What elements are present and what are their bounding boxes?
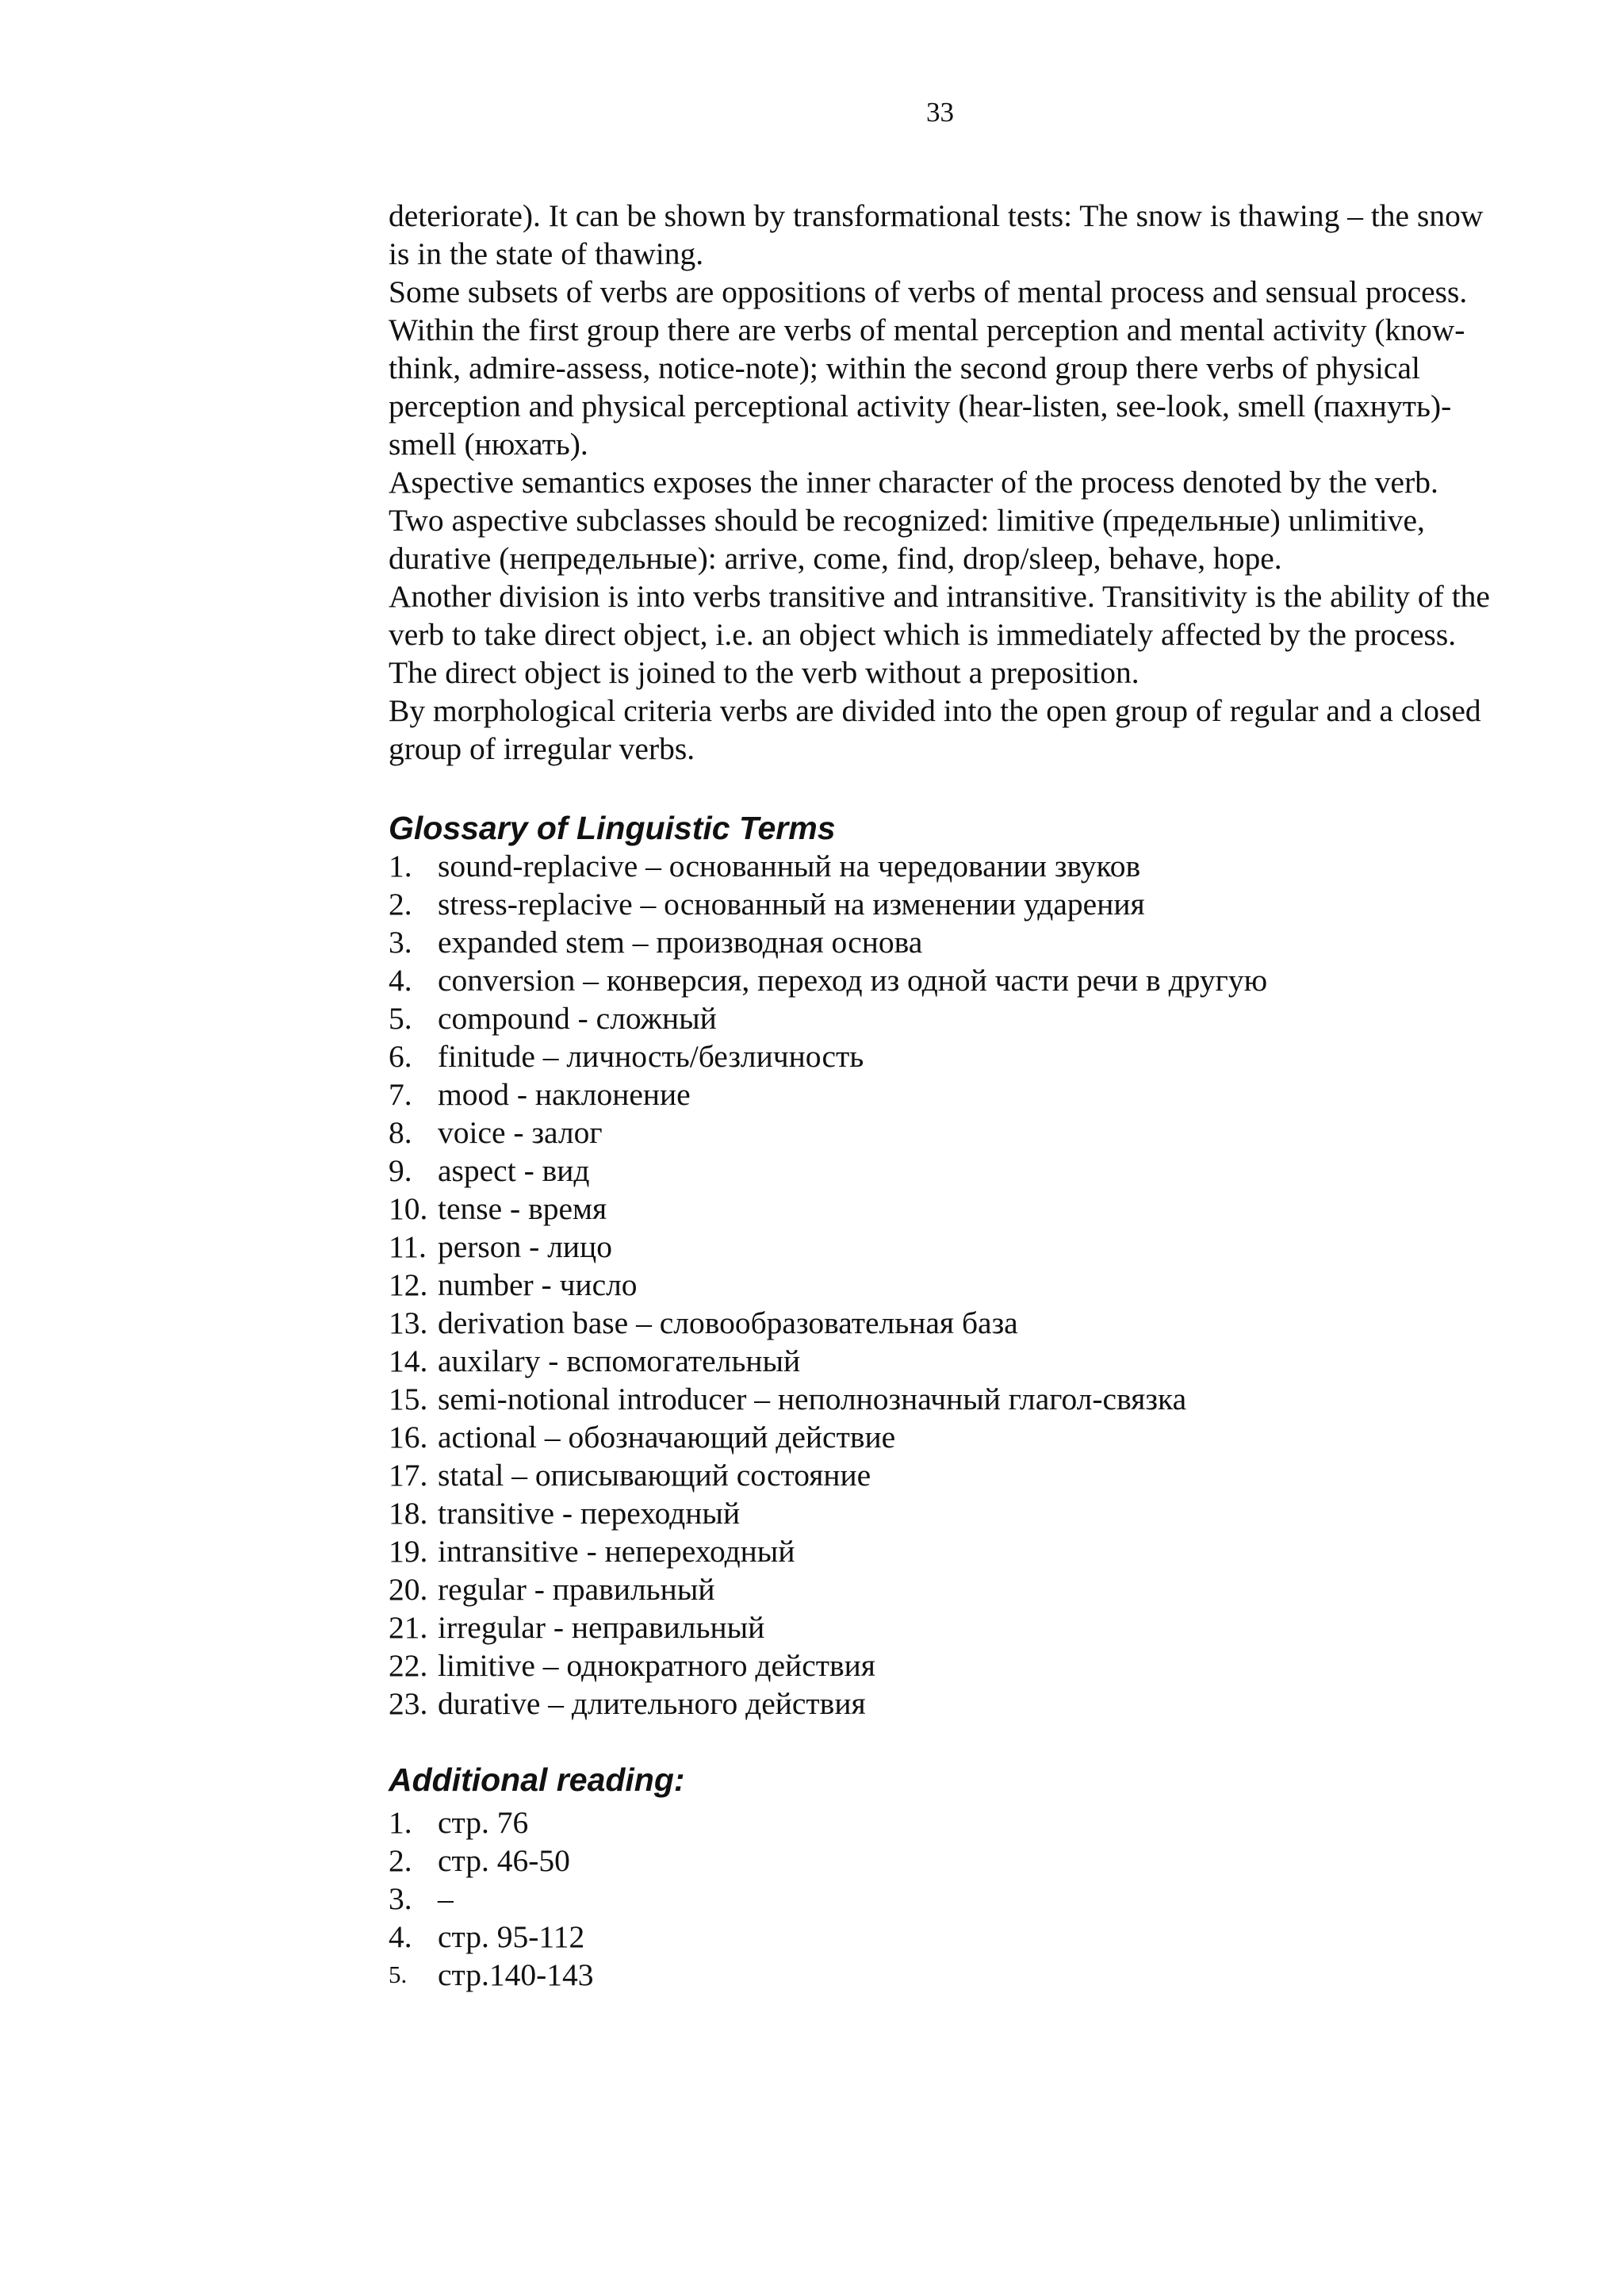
glossary-item-text: conversion – конверсия, переход из одной части речи в другую — [438, 963, 1268, 998]
paragraph: Another division is into verbs transitive and intransitive. Transitivity is the ability of the verb to take direct object, i.e. an object which is immediately affected by the process. The direct object is joined to the verb without a preposition. — [389, 579, 1490, 690]
glossary-list — [389, 847, 1499, 1723]
glossary-item-text: aspect - вид — [438, 1153, 590, 1188]
glossary-item — [389, 1152, 1499, 1190]
reading-item-text: стр.140-143 — [438, 1957, 594, 1992]
glossary-item — [389, 1494, 1499, 1532]
glossary-item-text: stress-replacive – основанный на изменении ударения — [438, 887, 1145, 922]
paragraph: Some subsets of verbs are oppositions of verbs of mental process and sensual process. Within the first group there are verbs of mental perception and mental activity (know-think, admire-assess, notice-note); within the second group there verbs of physical perception and physical perceptional activity (hear-listen, see-look, smell (пахнуть)-smell (нюхать). — [389, 274, 1468, 462]
glossary-item — [389, 1342, 1499, 1380]
glossary-item — [389, 1190, 1499, 1228]
glossary-item — [389, 1646, 1499, 1685]
glossary-item — [389, 885, 1499, 923]
glossary-item-text: statal – описывающий состояние — [438, 1458, 871, 1493]
glossary-item — [389, 1304, 1499, 1342]
glossary-item — [389, 999, 1499, 1037]
glossary-item — [389, 1228, 1499, 1266]
reading-item-text: стр. 46-50 — [438, 1843, 570, 1878]
glossary-item-number: 3. — [389, 925, 412, 960]
reading-item-number: 4. — [389, 1919, 412, 1954]
glossary-item-text: finitude – личность/безличность — [438, 1039, 864, 1074]
glossary-item-text: irregular - неправильный — [438, 1610, 765, 1645]
glossary-item-number: 6. — [389, 1039, 412, 1074]
glossary-item-text: auxilary - вспомогательный — [438, 1343, 801, 1378]
glossary-item-text: limitive – однократного действия — [438, 1648, 875, 1683]
reading-item-text: стр. 95-112 — [438, 1919, 585, 1954]
glossary-item-text: durative – длительного действия — [438, 1686, 866, 1721]
glossary-item — [389, 1266, 1499, 1304]
paragraph: By morphological criteria verbs are divided into the open group of regular and a closed group of irregular verbs. — [389, 693, 1481, 766]
glossary-item — [389, 961, 1499, 999]
glossary-item-text: intransitive - непереходный — [438, 1534, 795, 1569]
glossary-item-number: 1. — [389, 849, 412, 884]
glossary-item — [389, 1418, 1499, 1456]
page-number: 33 — [926, 97, 954, 128]
glossary-heading: Glossary of Linguistic Terms — [389, 810, 836, 846]
reading-item-text: – — [438, 1881, 454, 1916]
glossary-item-number: 5. — [389, 1001, 412, 1036]
reading-item-number: 5. — [389, 1961, 408, 1988]
glossary-item-number: 15. — [389, 1382, 428, 1416]
glossary-item-text: regular - правильный — [438, 1572, 715, 1607]
glossary-item-number: 22. — [389, 1648, 428, 1683]
glossary-item-number: 4. — [389, 963, 412, 998]
glossary-item — [389, 1608, 1499, 1646]
glossary-item-text: person - лицо — [438, 1229, 612, 1264]
additional-reading-list — [389, 1803, 1499, 1994]
glossary-item-text: derivation base – словообразовательная база — [438, 1305, 1018, 1340]
glossary-item — [389, 923, 1499, 961]
page-content — [389, 197, 1499, 1994]
glossary-item-number: 9. — [389, 1153, 412, 1188]
glossary-item — [389, 1075, 1499, 1114]
reading-item — [389, 1880, 1499, 1918]
reading-item-number: 2. — [389, 1843, 412, 1878]
glossary-item-number: 13. — [389, 1305, 428, 1340]
glossary-item-number: 14. — [389, 1343, 428, 1378]
glossary-item — [389, 1570, 1499, 1608]
reading-item — [389, 1803, 1499, 1842]
glossary-item-number: 21. — [389, 1610, 428, 1645]
glossary-item — [389, 1380, 1499, 1418]
glossary-item — [389, 847, 1499, 885]
reading-item — [389, 1842, 1499, 1880]
glossary-item-number: 19. — [389, 1534, 428, 1569]
glossary-item-number: 7. — [389, 1077, 412, 1112]
paragraph: deteriorate). It can be shown by transformational tests: The snow is thawing – the snow is in the state of thawing. — [389, 198, 1484, 271]
reading-item-number: 3. — [389, 1881, 412, 1916]
glossary-item-number: 2. — [389, 887, 412, 922]
glossary-item-number: 18. — [389, 1496, 428, 1531]
glossary-item-number: 23. — [389, 1686, 428, 1721]
body-text — [389, 197, 1499, 768]
glossary-item-number: 12. — [389, 1267, 428, 1302]
glossary-item-number: 20. — [389, 1572, 428, 1607]
glossary-item-text: tense - время — [438, 1191, 607, 1226]
paragraph: Aspective semantics exposes the inner character of the process denoted by the verb. Two aspective subclasses should be recognized: limitive (предельные) unlimitive, durative (непредельные): arrive, come, find, drop/sleep, behave, hope. — [389, 465, 1438, 576]
glossary-item — [389, 1114, 1499, 1152]
glossary-item-text: expanded stem – производная основа — [438, 925, 923, 960]
glossary-item-text: actional – обозначающий действие — [438, 1420, 896, 1455]
glossary-item — [389, 1532, 1499, 1570]
reading-item — [389, 1956, 1499, 1994]
glossary-item-number: 10. — [389, 1191, 428, 1226]
glossary-item-number: 8. — [389, 1115, 412, 1150]
glossary-item — [389, 1037, 1499, 1075]
glossary-item — [389, 1685, 1499, 1723]
glossary-item-text: compound - сложный — [438, 1001, 717, 1036]
glossary-item-number: 17. — [389, 1458, 428, 1493]
reading-item-number: 1. — [389, 1805, 412, 1840]
reading-item — [389, 1918, 1499, 1956]
glossary-item-text: semi-notional introducer – неполнозначный глагол-связка — [438, 1382, 1187, 1416]
glossary-item-number: 16. — [389, 1420, 428, 1455]
reading-item-text: стр. 76 — [438, 1805, 529, 1840]
glossary-item-text: sound-replacive – основанный на чередовании звуков — [438, 849, 1141, 884]
glossary-item — [389, 1456, 1499, 1494]
glossary-item-number: 11. — [389, 1229, 427, 1264]
glossary-item-text: mood - наклонение — [438, 1077, 691, 1112]
glossary-item-text: voice - залог — [438, 1115, 603, 1150]
additional-reading-heading: Additional reading: — [389, 1761, 685, 1798]
glossary-item-text: transitive - переходный — [438, 1496, 741, 1531]
glossary-item-text: number - число — [438, 1267, 638, 1302]
